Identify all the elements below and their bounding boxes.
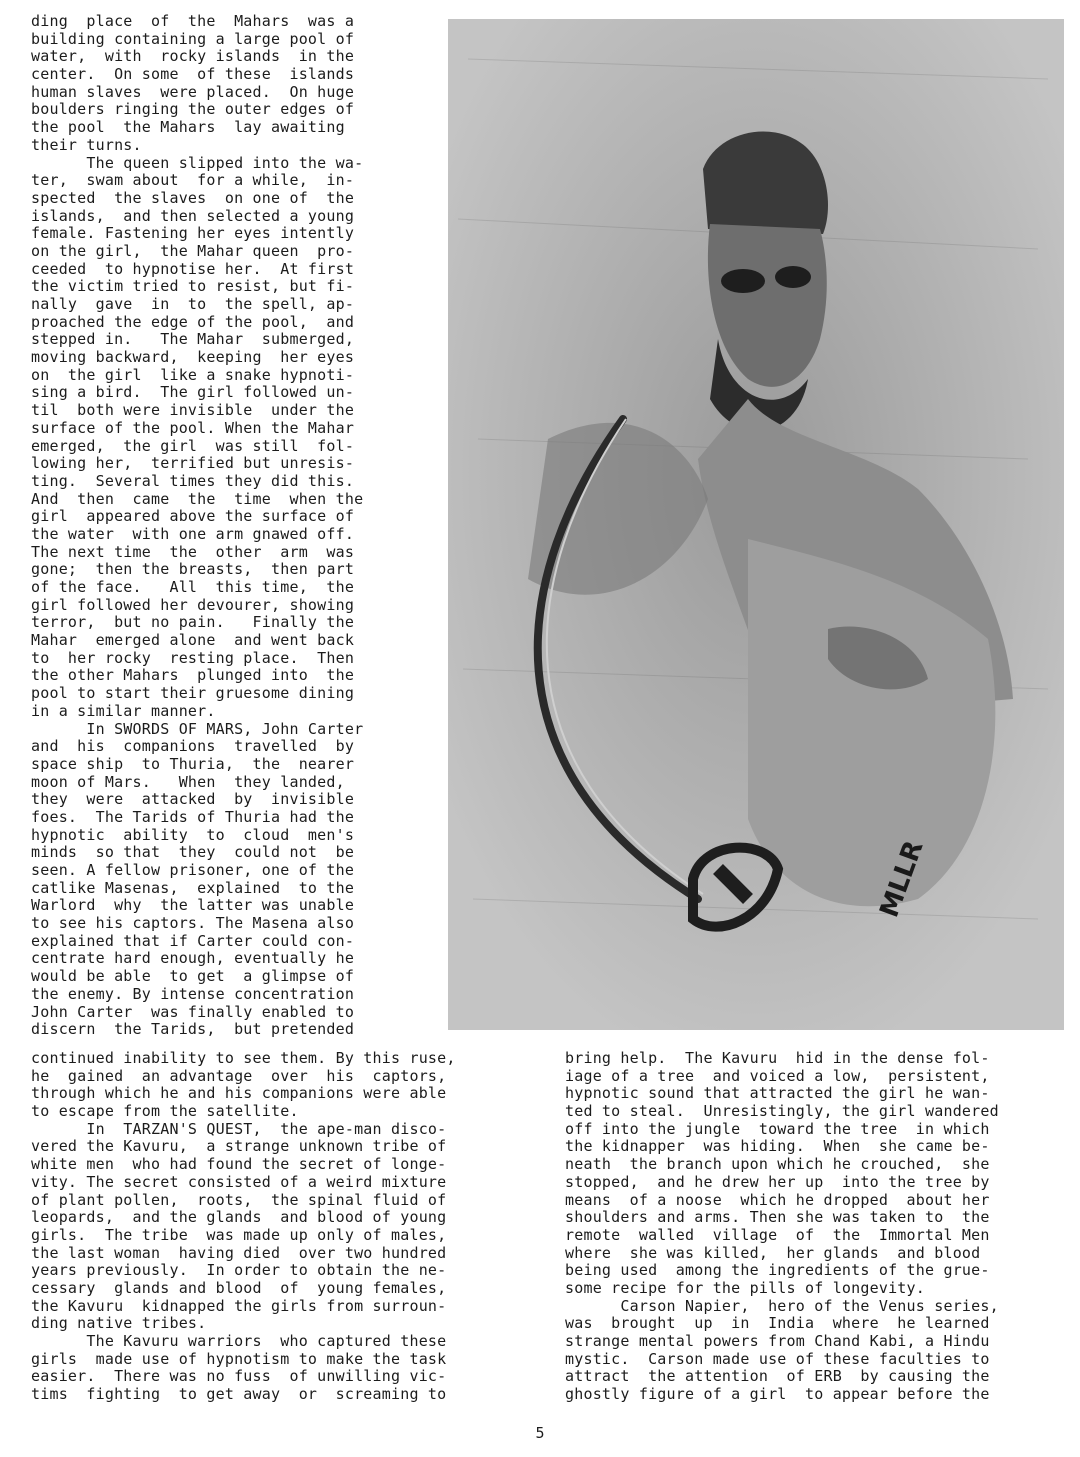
text-line: pool to start their gruesome dining	[31, 685, 355, 703]
text-line: Carson Napier, hero of the Venus series,	[565, 1297, 999, 1315]
text-line: tims fighting to get away or screaming to	[31, 1386, 447, 1404]
column-left-bottom	[31, 1050, 531, 1404]
text-line: proached the edge of the pool, and	[31, 313, 355, 331]
text-line: their turns.	[31, 136, 142, 154]
text-line: gone; then the breasts, then part	[31, 561, 355, 579]
text-line: In SWORDS OF MARS, John Carter	[31, 720, 364, 738]
text-line: building containing a large pool of	[31, 30, 355, 48]
text-line: where she was killed, her glands and blood	[565, 1244, 981, 1262]
text-line: girl followed her devourer, showing	[31, 596, 355, 614]
text-line: boulders ringing the outer edges of	[31, 101, 355, 119]
text-line: hypnotic ability to cloud men's	[31, 826, 355, 844]
text-line: spected the slaves on one of the	[31, 189, 355, 207]
text-line: surface of the pool. When the Mahar	[31, 419, 355, 437]
text-line: nally gave in to the spell, ap-	[31, 296, 355, 313]
text-line: The queen slipped into the wa-	[31, 154, 364, 172]
text-line: And then came the time when the	[31, 490, 364, 508]
text-line: stepped in. The Mahar submerged,	[31, 331, 355, 349]
text-line: through which he and his companions were able	[31, 1085, 447, 1103]
text-line: cessary glands and blood of young females,	[31, 1279, 447, 1297]
text-line: remote walled village of the Immortal Men	[565, 1226, 990, 1244]
text-line: would be able to get a glimpse of	[31, 968, 355, 986]
text-line: was brought up in India where he learned	[565, 1315, 990, 1333]
text-line: iage of a tree and voiced a low, persistent,	[565, 1067, 990, 1085]
text-line: they were attacked by invisible	[31, 791, 355, 809]
text-line: ding place of the Mahars was a	[31, 13, 355, 30]
text-line: til both were invisible under the	[31, 402, 355, 420]
text-line: of plant pollen, roots, the spinal fluid of	[31, 1191, 447, 1209]
text-line: shoulders and arms. Then she was taken to the	[565, 1209, 990, 1227]
text-line: bring help. The Kavuru hid in the dense fol-	[565, 1050, 990, 1067]
text-line: leopards, and the glands and blood of young	[31, 1209, 447, 1227]
text-line: foes. The Tarids of Thuria had the	[31, 808, 355, 826]
text-line: of the face. All this time, the	[31, 579, 355, 596]
text-line: terror, but no pain. Finally the	[31, 614, 355, 632]
text-line: The Kavuru warriors who captured these	[31, 1333, 447, 1350]
text-line: the last woman having died over two hundred	[31, 1244, 447, 1262]
text-line: moon of Mars. When they landed,	[31, 773, 345, 791]
text-line: John Carter was finally enabled to	[31, 1003, 355, 1021]
page-number: 5	[535, 1424, 545, 1442]
column-right-bottom	[565, 1050, 1065, 1404]
text-line: catlike Masenas, explained to the	[31, 879, 355, 897]
text-line: means of a noose which he dropped about her	[565, 1191, 990, 1209]
text-line: the pool the Mahars lay awaiting	[31, 119, 345, 137]
text-line: seen. A fellow prisoner, one of the	[31, 862, 355, 879]
artist-signature: MLLR	[874, 836, 930, 922]
text-line: to escape from the satellite.	[31, 1103, 299, 1121]
text-line: emerged, the girl was still fol-	[31, 437, 355, 455]
text-line: and his companions travelled by	[31, 738, 355, 756]
text-line: discern the Tarids, but pretended	[31, 1021, 355, 1039]
text-line: Mahar emerged alone and went back	[31, 632, 355, 650]
text-line: the Kavuru kidnapped the girls from surroun-	[31, 1297, 447, 1315]
text-line: the victim tried to resist, but fi-	[31, 278, 355, 296]
text-line: on the girl, the Mahar queen pro-	[31, 242, 355, 260]
text-line: being used among the ingredients of the grue-	[565, 1262, 990, 1280]
text-line: continued inability to see them. By this ruse,	[31, 1050, 456, 1067]
text-line: stopped, and he drew her up into the tree by	[565, 1173, 990, 1191]
text-line: ting. Several times they did this.	[31, 472, 355, 490]
text-line: to see his captors. The Masena also	[31, 915, 355, 933]
text-line: the kidnapper was hiding. When she came be-	[565, 1138, 990, 1156]
text-line: to her rocky resting place. Then	[31, 649, 355, 667]
text-line: explained that if Carter could con-	[31, 932, 355, 950]
text-line: Warlord why the latter was unable	[31, 897, 355, 915]
text-line: vity. The secret consisted of a weird mixture	[31, 1173, 447, 1191]
text-line: minds so that they could not be	[31, 844, 355, 862]
text-line: ted to steal. Unresistingly, the girl wandered	[565, 1103, 999, 1121]
text-line: the other Mahars plunged into the	[31, 667, 355, 685]
text-line: the enemy. By intense concentration	[31, 985, 355, 1003]
portrait-illustration	[448, 19, 1064, 1030]
text-line: the water with one arm gnawed off.	[31, 525, 355, 543]
text-line: some recipe for the pills of longevity.	[565, 1279, 925, 1297]
text-line: ghostly figure of a girl to appear before the	[565, 1386, 990, 1404]
text-line: mystic. Carson made use of these faculties to	[565, 1350, 990, 1368]
text-line: human slaves were placed. On huge	[31, 83, 355, 101]
text-line: lowing her, terrified but unresis-	[31, 455, 355, 473]
text-line: sing a bird. The girl followed un-	[31, 384, 355, 402]
text-line: girls made use of hypnotism to make the task	[31, 1350, 447, 1368]
text-line: on the girl like a snake hypnoti-	[31, 366, 355, 384]
text-line: moving backward, keeping her eyes	[31, 349, 355, 367]
text-line: attract the attention of ERB by causing the	[565, 1368, 990, 1386]
text-line: neath the branch upon which he crouched, she	[565, 1156, 990, 1174]
text-line: space ship to Thuria, the nearer	[31, 755, 355, 773]
text-line: vered the Kavuru, a strange unknown tribe of	[31, 1138, 447, 1156]
text-line: islands, and then selected a young	[31, 207, 355, 225]
text-line: white men who had found the secret of longe-	[31, 1156, 447, 1174]
text-line: strange mental powers from Chand Kabi, a Hindu	[565, 1333, 990, 1350]
text-line: easier. There was no fuss of unwilling vic-	[31, 1368, 447, 1386]
text-line: hypnotic sound that attracted the girl he wan-	[565, 1085, 990, 1103]
text-line: In TARZAN'S QUEST, the ape-man disco-	[31, 1120, 447, 1138]
text-line: in a similar manner.	[31, 702, 216, 720]
text-line: years previously. In order to obtain the ne-	[31, 1262, 447, 1280]
text-line: he gained an advantage over his captors,	[31, 1067, 447, 1085]
text-line: water, with rocky islands in the	[31, 48, 355, 66]
column-left-top	[31, 13, 423, 1039]
text-line: center. On some of these islands	[31, 66, 355, 84]
text-line: off into the jungle toward the tree in which	[565, 1120, 990, 1138]
text-line: ter, swam about for a while, in-	[31, 172, 355, 190]
text-line: girl appeared above the surface of	[31, 508, 355, 526]
text-line: ceeded to hypnotise her. At first	[31, 260, 355, 278]
text-line: ding native tribes.	[31, 1315, 207, 1333]
portrait-sketch-icon	[448, 19, 1064, 1030]
text-line: female. Fastening her eyes intently	[31, 225, 355, 243]
text-line: centrate hard enough, eventually he	[31, 950, 355, 968]
text-line: girls. The tribe was made up only of males,	[31, 1226, 447, 1244]
text-line: The next time the other arm was	[31, 543, 355, 561]
